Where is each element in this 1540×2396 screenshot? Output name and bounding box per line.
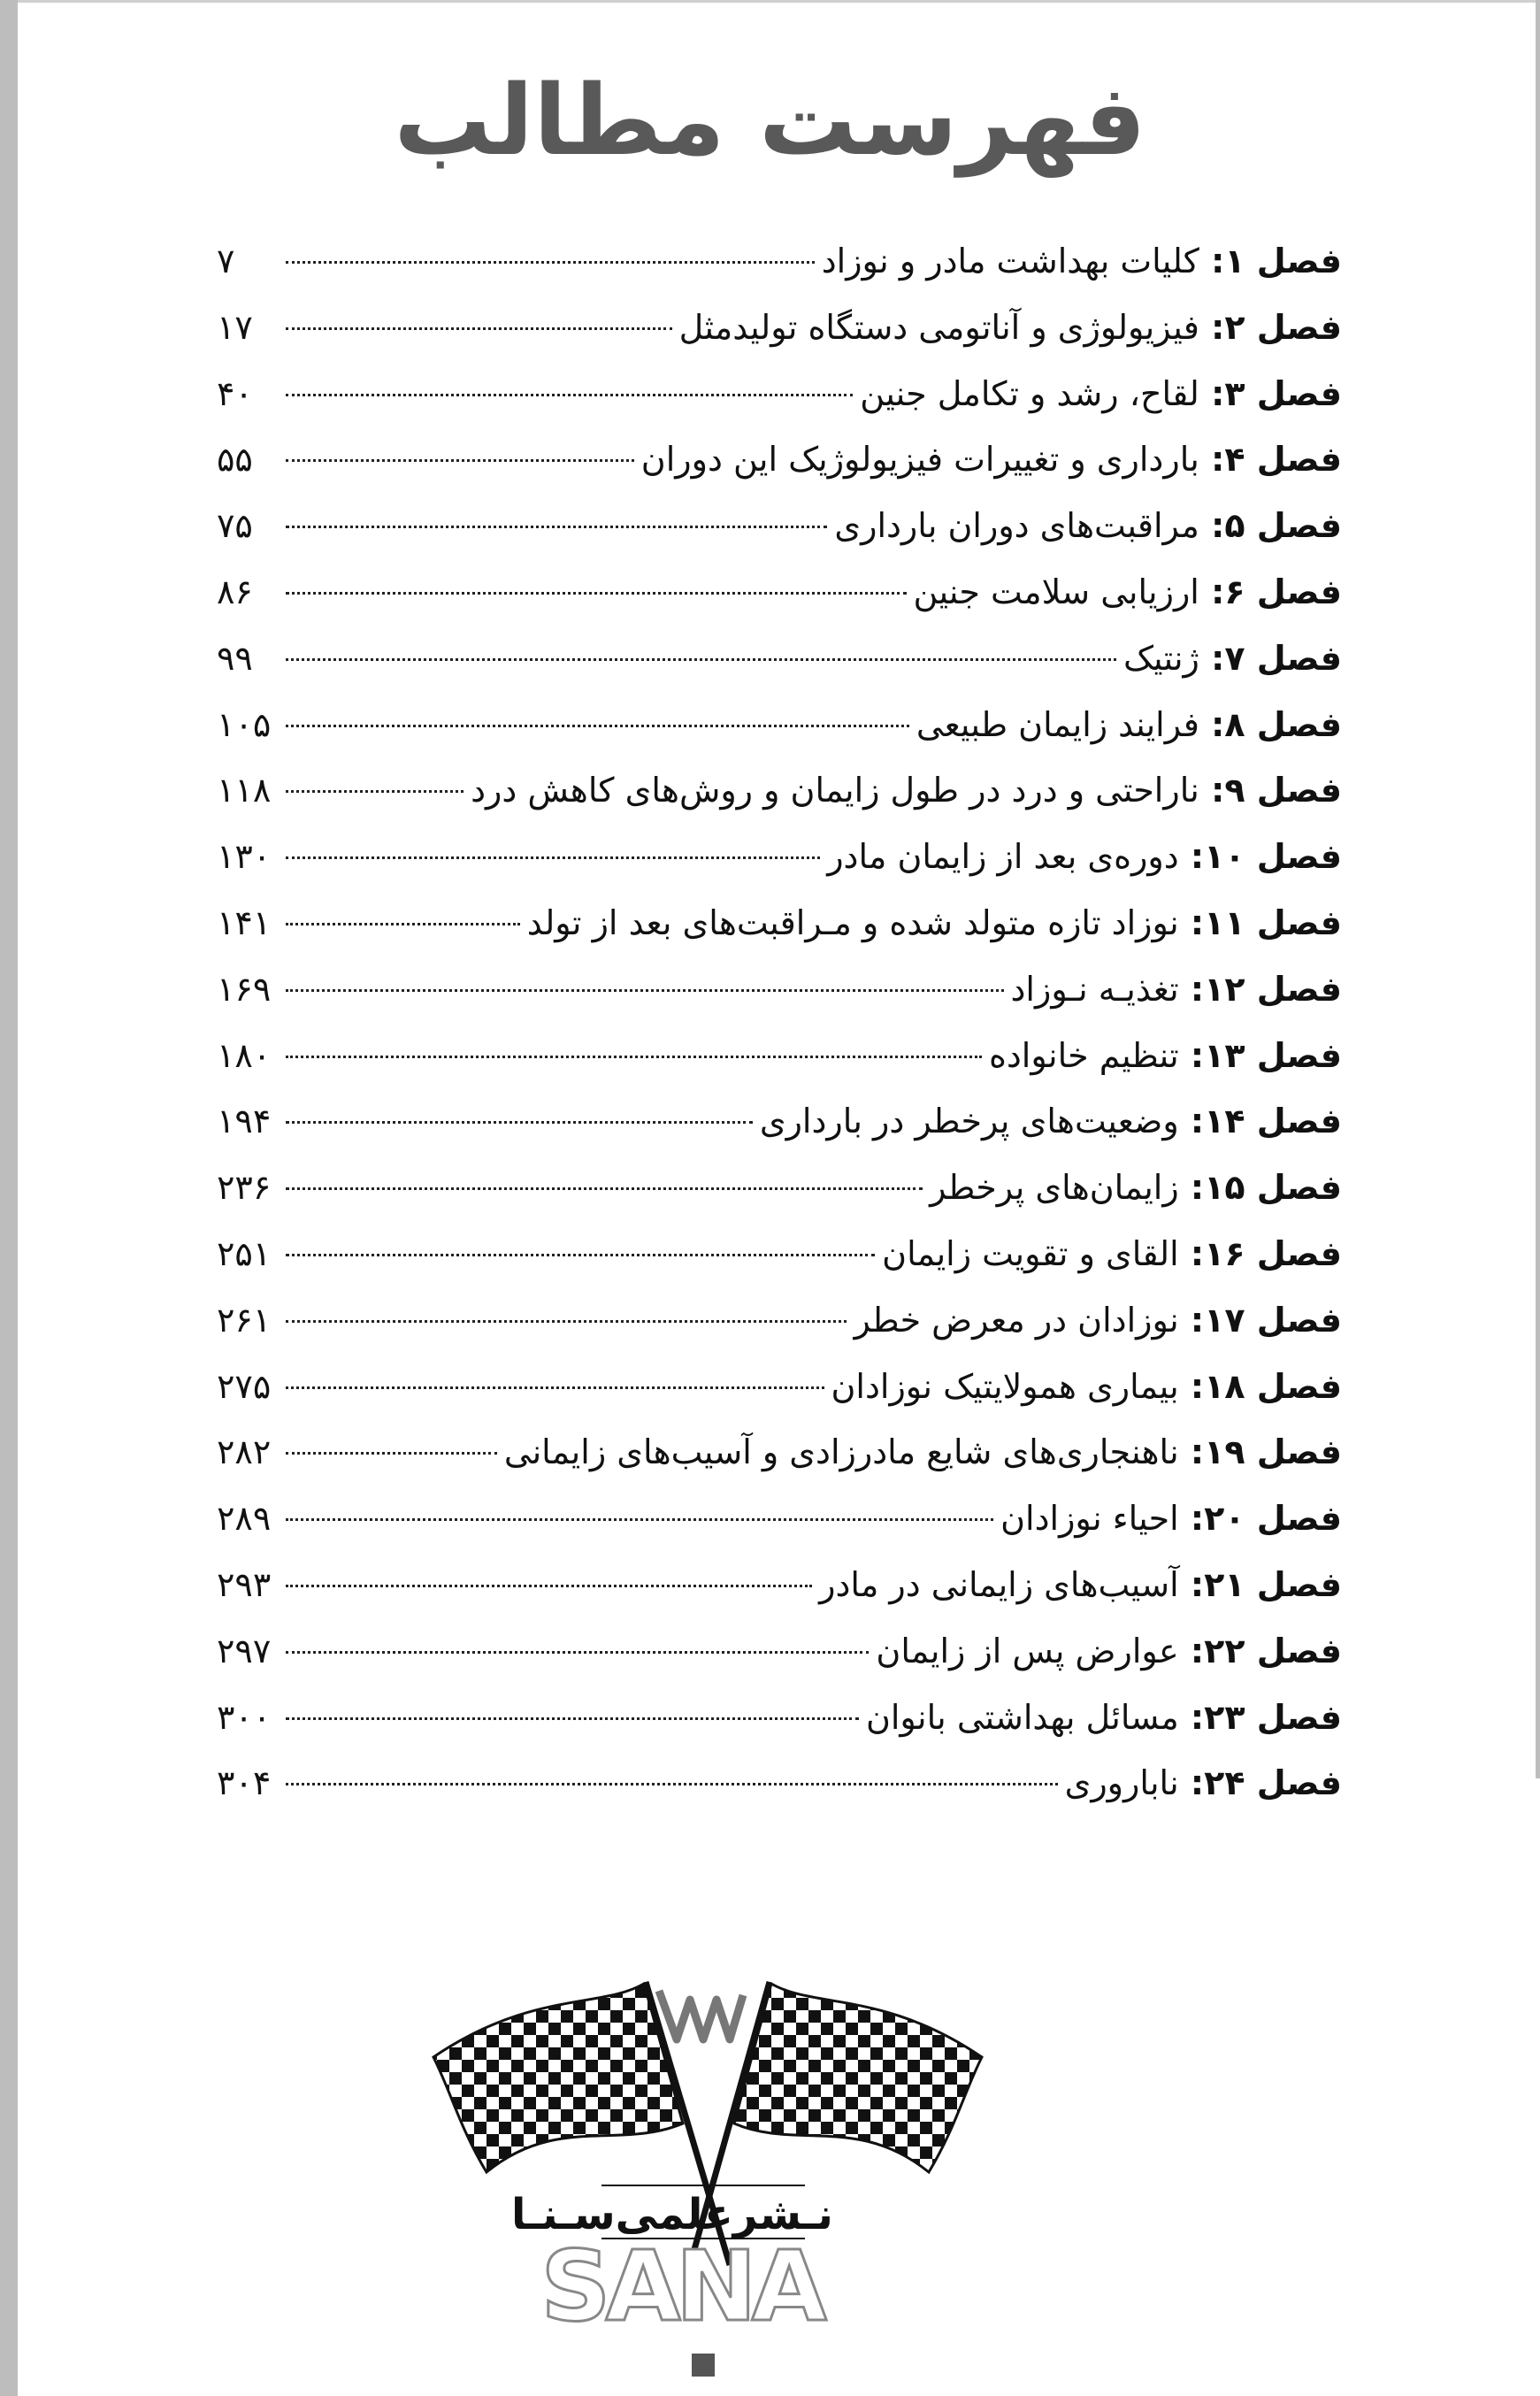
page-number: ۹۹ (217, 638, 253, 678)
dot-leader (286, 1650, 869, 1654)
toc-row-9[interactable] (217, 757, 1342, 824)
dot-leader (286, 1386, 824, 1389)
chapter-title: تنظیم خانواده (988, 1035, 1179, 1075)
page-number: ۵۵ (217, 440, 253, 480)
page-number: ۲۶۱ (217, 1300, 272, 1340)
toc-entry (1123, 626, 1342, 692)
dot-leader (286, 988, 1004, 992)
chapter-label: فصل ۸: (1199, 704, 1342, 744)
chapter-label: فصل ۲۳: (1178, 1697, 1342, 1737)
chapter-label: فصل ۱۷: (1178, 1300, 1342, 1340)
chapter-label: فصل ۱۳: (1178, 1035, 1342, 1075)
chapter-title: مراقبت‌های دوران بارداری (834, 506, 1199, 546)
page-frame-right (1536, 0, 1540, 1778)
toc-row-1[interactable] (217, 228, 1342, 295)
chapter-label: فصل ۲۴: (1178, 1763, 1342, 1803)
toc-row-2[interactable] (217, 295, 1342, 361)
page-number: ۱۷ (217, 307, 253, 347)
publisher-name-en: SANA (540, 2230, 822, 2343)
chapter-label: فصل ۳: (1199, 373, 1342, 413)
page-number: ۲۹۳ (217, 1564, 272, 1604)
dot-leader (286, 922, 520, 925)
chapter-label: فصل ۹: (1199, 771, 1342, 810)
chapter-title: عوارض پس از زایمان (876, 1631, 1179, 1670)
chapter-title: ژنتیک (1123, 638, 1199, 678)
dot-leader (286, 260, 815, 264)
toc-entry (760, 1088, 1342, 1155)
chapter-label: فصل ۵: (1199, 506, 1342, 546)
dot-leader (286, 458, 634, 462)
toc-entry (679, 295, 1342, 361)
toc-entry (866, 1685, 1342, 1751)
dot-leader (286, 1253, 875, 1256)
dot-leader (286, 1186, 923, 1190)
chapter-title: دوره‌ی بعد از زایمان مادر (827, 837, 1179, 877)
chapter-title: ناباروری (1064, 1763, 1179, 1803)
chapter-label: فصل ۴: (1199, 440, 1342, 480)
toc-entry (1011, 956, 1343, 1023)
page-title: فهرست مطالب (394, 64, 1146, 177)
toc-entry (916, 692, 1342, 758)
chapter-title: زایمان‌های پرخطر (930, 1168, 1179, 1208)
toc-entry (471, 757, 1342, 824)
chapter-label: فصل ۱۲: (1178, 969, 1342, 1009)
toc-row-4[interactable] (217, 426, 1342, 493)
page-number: ۱۰۵ (217, 704, 272, 744)
toc-row-17[interactable] (217, 1287, 1342, 1354)
chapter-title: آسیب‌های زایمانی در مادر (819, 1564, 1179, 1604)
chapter-label: فصل ۱۶: (1178, 1233, 1342, 1273)
page-number: ۲۸۲ (217, 1432, 272, 1472)
toc-entry (822, 228, 1342, 295)
toc-row-13[interactable] (217, 1023, 1342, 1089)
chapter-title: نوزاد تازه متولد شده و مـراقبت‌های بعد از تولد (526, 902, 1179, 942)
dot-leader (286, 591, 907, 595)
chapter-label: فصل ۱: (1199, 242, 1342, 280)
toc-entry (1065, 1750, 1342, 1816)
dot-leader (286, 1517, 993, 1521)
toc-row-11[interactable] (217, 890, 1342, 956)
chapter-title: بیماری همولایتیک نوزادان (831, 1366, 1179, 1406)
chapter-label: فصل ۶: (1199, 572, 1342, 611)
page-number: ۳۰۴ (217, 1763, 272, 1803)
toc-entry (834, 493, 1342, 559)
chapter-title: احیاء نوزادان (1000, 1499, 1179, 1539)
table-of-contents (217, 228, 1342, 1816)
chapter-title: ناراحتی و درد در طول زایمان و روش‌های کاهش درد (471, 771, 1199, 810)
page-number: ۱۴۱ (217, 902, 272, 942)
chapter-label: فصل ۲۰: (1178, 1499, 1342, 1539)
chapter-label: فصل ۲۲: (1178, 1631, 1342, 1670)
chapter-label: فصل ۱۰: (1178, 837, 1342, 877)
chapter-title: ارزیابی سلامت جنین (913, 572, 1199, 611)
toc-entry (831, 1354, 1343, 1420)
toc-entry (930, 1155, 1342, 1221)
toc-entry (1000, 1486, 1342, 1552)
page-number: ۸۶ (217, 572, 253, 611)
toc-row-7[interactable] (217, 626, 1342, 692)
page-number: ۱۱۸ (217, 771, 272, 810)
toc-entry (527, 890, 1342, 956)
toc-entry (989, 1023, 1342, 1089)
page-number: ۱۸۰ (217, 1035, 272, 1075)
dot-leader (286, 525, 827, 528)
page-number: ۱۶۹ (217, 969, 272, 1009)
toc-entry (641, 426, 1342, 493)
toc-row-10[interactable] (217, 824, 1342, 890)
chapter-label: فصل ۲۱: (1178, 1564, 1342, 1604)
dot-leader (286, 789, 464, 793)
toc-row-22[interactable] (217, 1618, 1342, 1685)
dot-leader (286, 657, 1116, 661)
toc-entry (876, 1618, 1342, 1685)
toc-row-16[interactable] (217, 1221, 1342, 1287)
toc-row-14[interactable] (217, 1088, 1342, 1155)
page-number: ۳۰۰ (217, 1697, 272, 1737)
chapter-title: کلیات بهداشت مادر و نوزاد (821, 242, 1199, 280)
toc-row-19[interactable] (217, 1419, 1342, 1486)
toc-row-15[interactable] (217, 1155, 1342, 1221)
chapter-title: فیزیولوژی و آناتومی دستگاه تولیدمثل (678, 307, 1199, 347)
chapter-title: القای و تقویت زایمان (882, 1233, 1179, 1273)
publisher-name-fa: نـشرعلمی‌سـنـا (511, 2190, 833, 2239)
chapter-label: فصل ۱۹: (1178, 1432, 1342, 1472)
square-mark-icon (692, 2354, 715, 2377)
chapter-title: مسائل بهداشتی بانوان (865, 1697, 1179, 1737)
page-frame-left (0, 0, 18, 2396)
dot-leader (286, 1120, 753, 1124)
dot-leader (286, 724, 909, 727)
chapter-title: تغذیـه نـوزاد (1010, 969, 1179, 1009)
toc-row-18[interactable] (217, 1354, 1342, 1420)
dot-leader (286, 326, 672, 330)
page-number: ۲۸۹ (217, 1499, 272, 1539)
page-number: ۴۰ (217, 373, 253, 413)
toc-entry (854, 1287, 1342, 1354)
chapter-title: بارداری و تغییرات فیزیولوژیک این دوران (640, 440, 1199, 480)
chapter-title: لقاح، رشد و تکامل جنین (860, 373, 1199, 413)
dot-leader (286, 1055, 982, 1058)
toc-entry (914, 559, 1342, 626)
toc-row-8[interactable] (217, 692, 1342, 758)
dot-leader (286, 856, 820, 859)
page-number: ۲۵۱ (217, 1233, 272, 1273)
page-number: ۲۷۵ (217, 1366, 272, 1406)
dot-leader (286, 1782, 1058, 1785)
toc-entry (504, 1419, 1342, 1486)
page-number: ۷۵ (217, 506, 253, 546)
page-number: ۲۳۶ (217, 1168, 272, 1208)
toc-row-23[interactable] (217, 1685, 1342, 1751)
chapter-title: وضعیت‌های پرخطر در بارداری (759, 1102, 1179, 1141)
toc-row-12[interactable] (217, 956, 1342, 1023)
toc-row-5[interactable] (217, 493, 1342, 559)
toc-entry (860, 361, 1342, 427)
toc-row-6[interactable] (217, 559, 1342, 626)
page-number: ۲۹۷ (217, 1631, 272, 1670)
page-frame-top (18, 0, 1540, 3)
toc-row-3[interactable] (217, 361, 1342, 427)
page-number: ۱۹۴ (217, 1102, 272, 1141)
toc-row-24[interactable] (217, 1750, 1342, 1816)
page-number: ۱۳۰ (217, 837, 272, 877)
toc-row-21[interactable] (217, 1552, 1342, 1618)
toc-entry (819, 1552, 1342, 1618)
dot-leader (286, 1584, 812, 1587)
page-number: ۷ (217, 242, 235, 280)
chapter-label: فصل ۷: (1199, 638, 1342, 678)
chapter-label: فصل ۱۴: (1178, 1102, 1342, 1141)
chapter-title: نوزادان در معرض خطر (854, 1300, 1179, 1340)
dot-leader (286, 1451, 497, 1455)
dot-leader (286, 1319, 847, 1323)
chapter-label: فصل ۲: (1199, 307, 1342, 347)
toc-entry (827, 824, 1342, 890)
toc-entry (882, 1221, 1342, 1287)
toc-row-20[interactable] (217, 1486, 1342, 1552)
chapter-title: فرایند زایمان طبیعی (916, 704, 1199, 744)
chapter-label: فصل ۱۵: (1178, 1168, 1342, 1208)
dot-leader (286, 1716, 859, 1720)
chapter-label: فصل ۱۸: (1178, 1366, 1342, 1406)
chapter-title: ناهنجاری‌های شایع مادرزادی و آسیب‌های زایمانی (503, 1432, 1179, 1472)
chapter-label: فصل ۱۱: (1178, 902, 1342, 942)
dot-leader (286, 393, 853, 396)
